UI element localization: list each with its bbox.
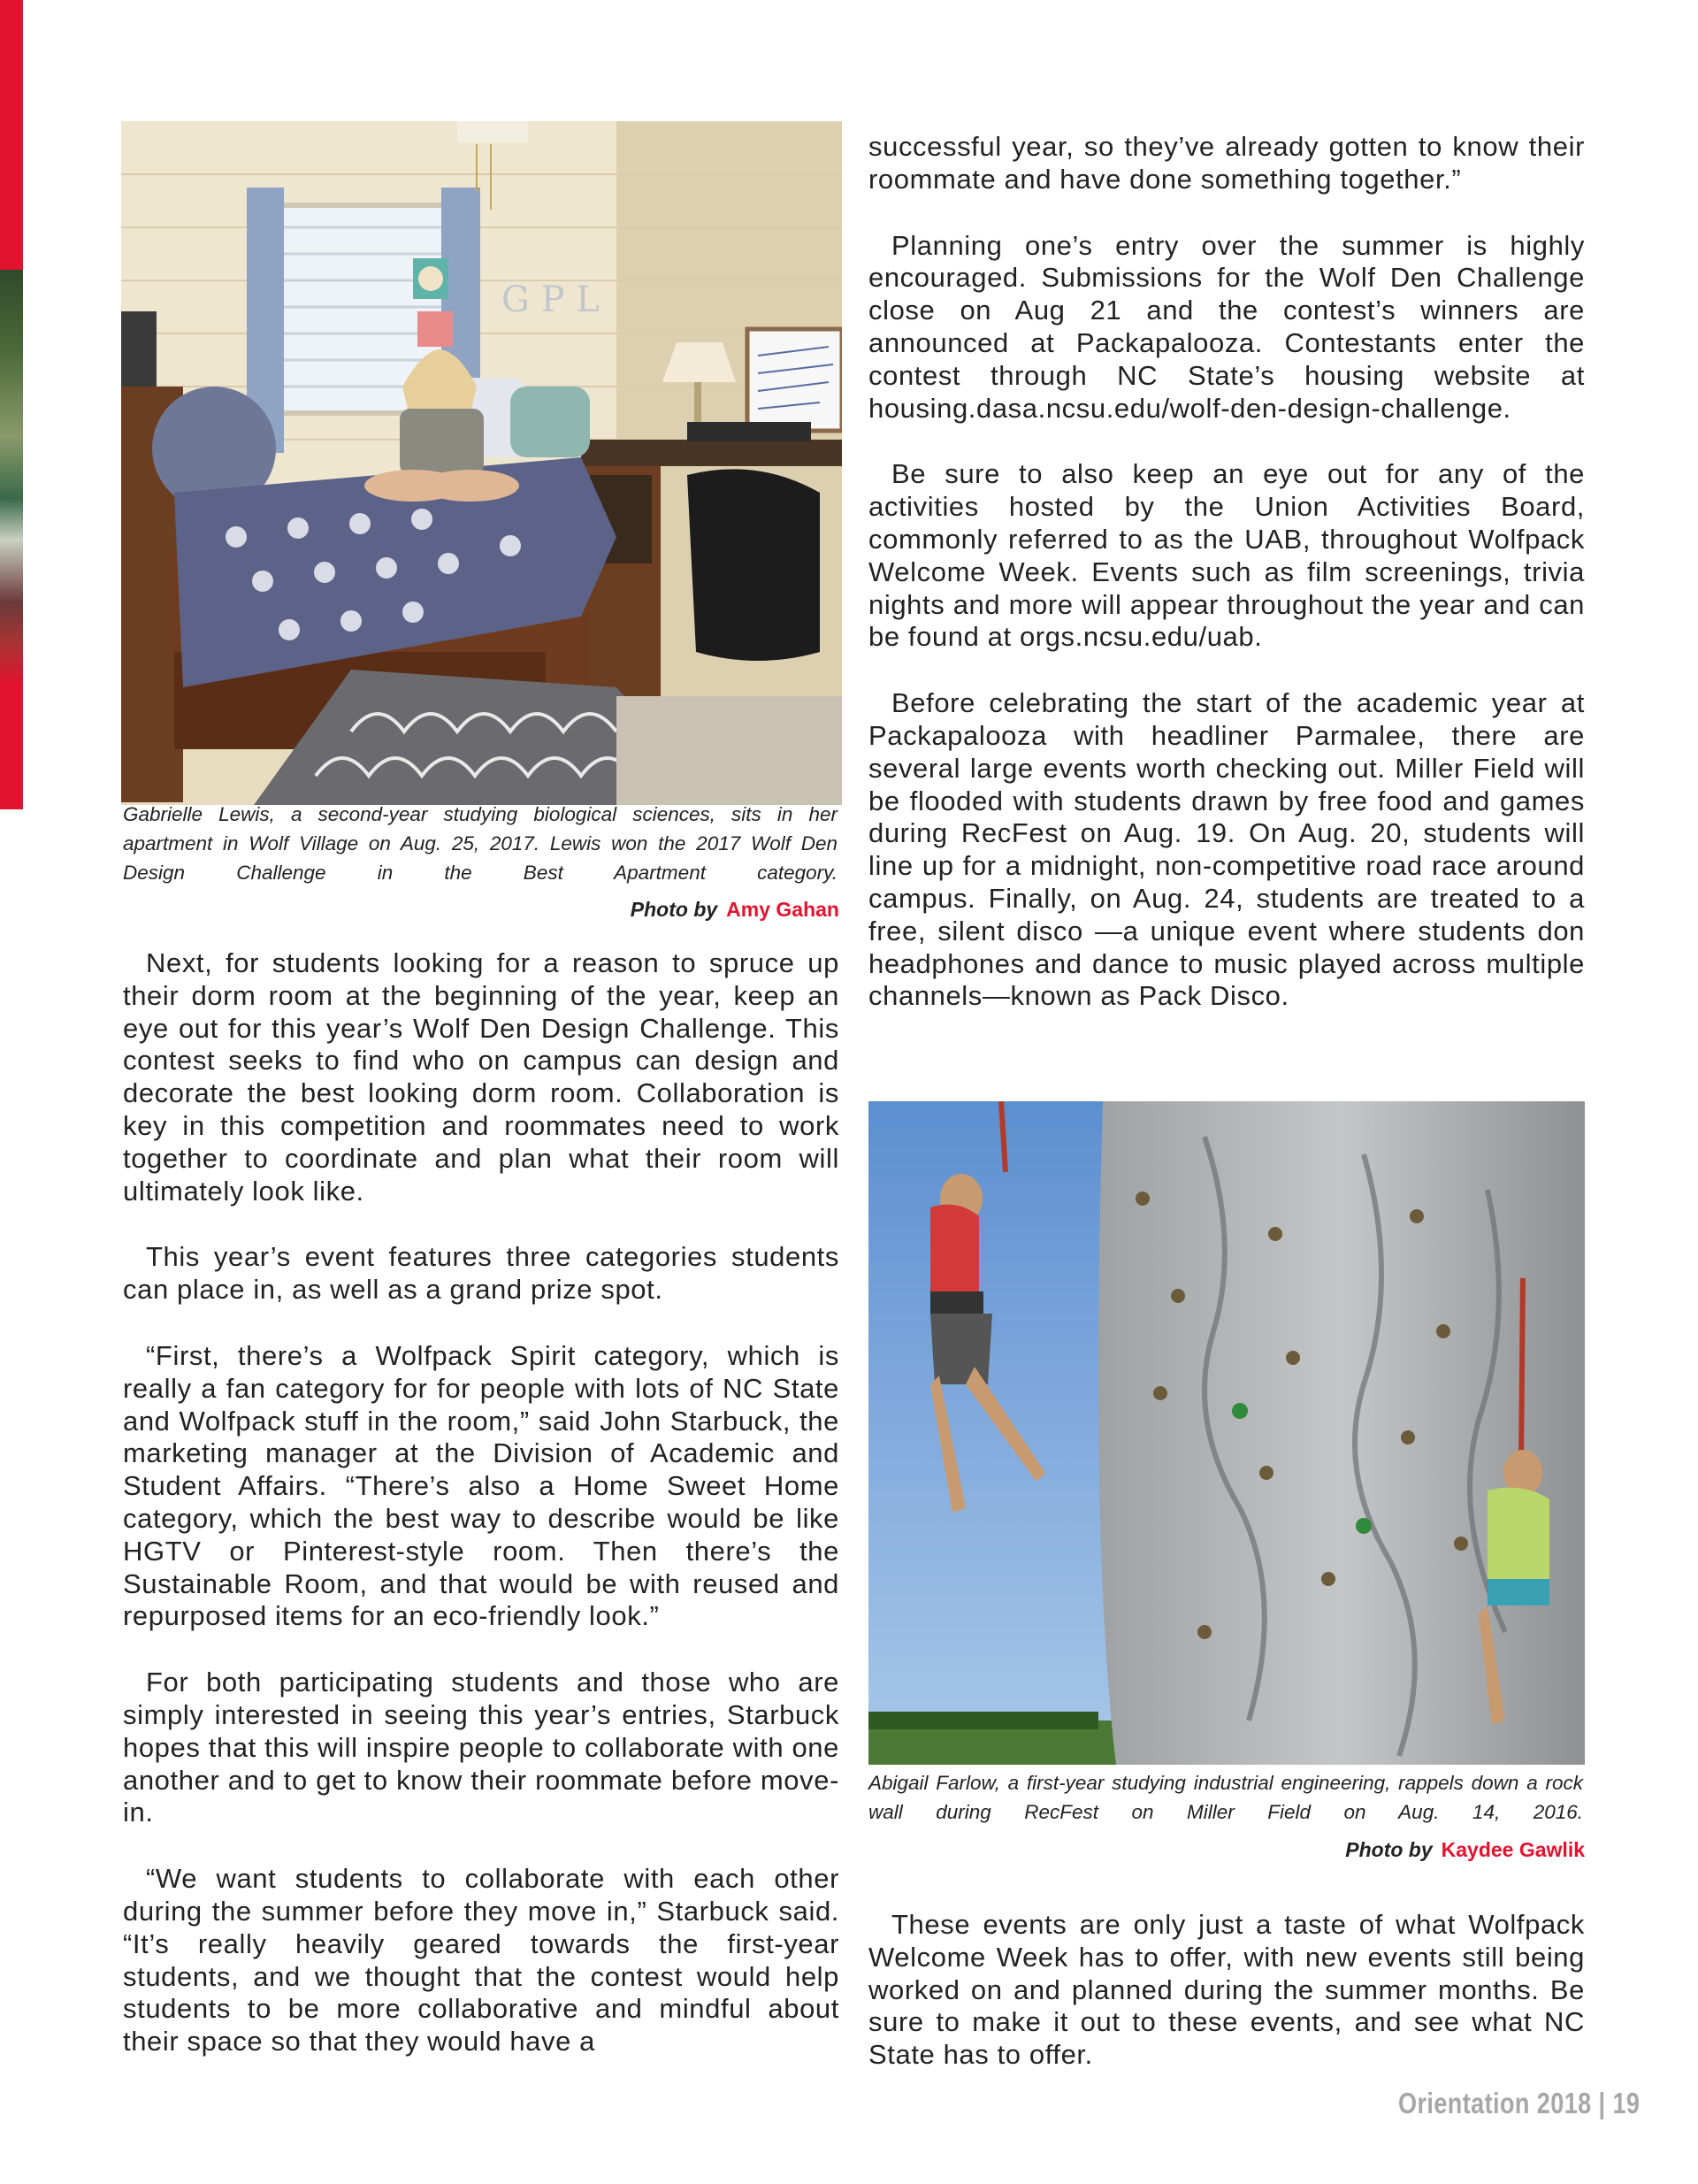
- dorm-room-photo: [121, 121, 842, 805]
- photo2-photographer: Kaydee Gawlik: [1441, 1838, 1585, 1861]
- folio-separator: |: [1598, 2087, 1606, 2119]
- paragraph: Next, for students looking for a reason to spruce up their dorm room at the beginning of the year, keep an eye out for this year’s Wolf Den Design Challenge. This contest seeks to find who on campus can design and decorate the best looking dorm room. Collaboration is key in this competition and roommates need to work together to coordinate and plan what their room will ultimately look like.: [123, 947, 839, 1207]
- edge-photo-bleed: [0, 270, 23, 686]
- paragraph: These events are only just a taste of what Wolfpack Welcome Week has to offer, with new events still being worked on and planned during the summer months. Be sure to make it out to these events, and see what NC State has to offer.: [868, 1909, 1585, 2071]
- paragraph: successful year, so they’ve already gotten to know their roommate and have done something together.”: [868, 131, 1585, 195]
- paragraph: “We want students to collaborate with each other during the summer before they move in,” Starbuck said. “It’s really heavily geared towards the first-year students, and we thought that the contest would help students to be more collaborative and mindful about their space so that they would have a: [123, 1863, 839, 2058]
- edge-accent-bar: [0, 0, 23, 270]
- rock-wall-photo: [868, 1101, 1585, 1765]
- paragraph: “First, there’s a Wolfpack Spirit category, which is really a fan category for for people with lots of NC State and Wolfpack stuff in the room,” said John Starbuck, the marketing manager at the Division of Academic and Student Affairs. “There’s also a Home Sweet Home category, which the best way to describe would be like HGTV or Pinterest-style room. Then there’s the Sustainable Room, and that would be with reused and repurposed items for an eco-friendly look.”: [123, 1339, 839, 1632]
- photo1-credit-label: Photo by: [630, 898, 718, 921]
- edge-accent-bar-lower: [0, 686, 23, 809]
- photo1-credit: [531, 898, 839, 922]
- photo2-caption: Abigail Farlow, a first-year studying industrial engineering, rappels down a rock wall during RecFest on Miller Field on Aug. 14, 2016.: [868, 1772, 1583, 1823]
- photo2-credit-label: Photo by: [1345, 1838, 1433, 1861]
- photo1-photographer: Amy Gahan: [726, 898, 839, 921]
- paragraph: Be sure to also keep an eye out for any of the activities hosted by the Union Activities Board, commonly referred to as the UAB, throughout Wolfpack Welcome Week. Events such as film screenings, trivia nights and more will appear throughout the year and can be found at orgs.ncsu.edu/uab.: [868, 458, 1585, 653]
- folio-publication: Orientation 2018: [1397, 2087, 1592, 2119]
- page-number: 19: [1612, 2087, 1640, 2119]
- paragraph: Before celebrating the start of the academic year at Packapalooza with headliner Parmalee, there are several large events worth checking out. Miller Field will be flooded with students drawn by free food and games during RecFest on Aug. 19. On Aug. 20, students will line up for a midnight, non-competitive road race around campus. Finally, on Aug. 24, students are treated to a free, silent disco —a unique event where students don headphones and dance to music played across multiple channels—known as Pack Disco.: [868, 687, 1585, 1012]
- right-column-top: [868, 131, 1585, 1046]
- wall-letters: G P L: [501, 280, 600, 320]
- page-folio: [1398, 2087, 1640, 2120]
- right-column-bottom: [868, 1909, 1585, 2105]
- photo1-caption: Gabrielle Lewis, a second-year studying biological sciences, sits in her apartment in Wolf Village on Aug. 25, 2017. Lewis won the 2017 Wolf Den Design Challenge in the Best Apartment category.: [123, 803, 838, 884]
- photo2-credit: [1238, 1838, 1585, 1862]
- paragraph: This year’s event features three categories students can place in, as well as a grand prize spot.: [123, 1241, 839, 1306]
- paragraph: Planning one’s entry over the summer is highly encouraged. Submissions for the Wolf Den Challenge close on Aug 21 and the contest’s winners are announced at Packapalooza. Contestants enter the contest through NC State’s housing website at housing.dasa.ncsu.edu/wolf-den-design-challenge.: [868, 229, 1585, 424]
- paragraph: For both participating students and those who are simply interested in seeing this year’s entries, Starbuck hopes that this will inspire people to collaborate with one another and to get to know their roommate before move-in.: [123, 1667, 839, 1828]
- left-column: [123, 947, 839, 2092]
